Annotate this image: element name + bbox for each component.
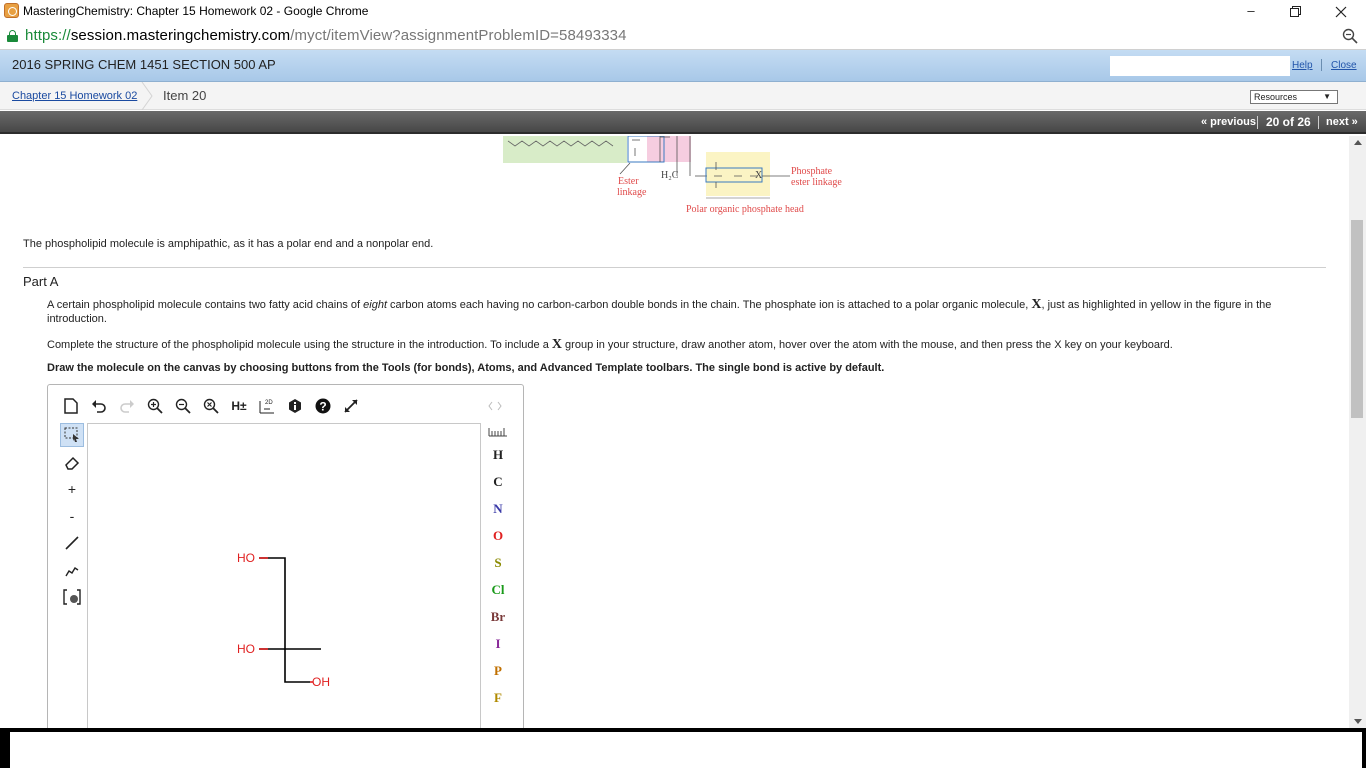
atom-button-p[interactable]: P [494,663,502,678]
polar-head-label: Polar organic phosphate head [686,204,804,215]
help-link[interactable]: Help [1292,60,1313,71]
structure-editor [47,384,524,728]
charge-minus-tool[interactable]: - [69,508,75,524]
scroll-down-icon[interactable] [1354,719,1362,724]
lock-icon [7,30,18,42]
chain-icon [64,562,80,578]
selection-icon [64,427,80,443]
atom-button-o[interactable]: O [492,528,504,543]
course-header [0,50,1366,82]
help-icon [315,398,331,414]
clean-2d-label: 2D [265,400,273,406]
zoom-reset-icon [203,398,219,414]
minimize-button[interactable]: – [1247,3,1255,18]
info-button[interactable] [284,395,306,417]
next-link[interactable]: next » [1326,116,1358,128]
dropdown-arrow-icon: ▼ [1323,92,1331,101]
item-navbar [0,111,1366,134]
item-counter: 20 of 26 [1266,115,1311,129]
zoom-out-icon [175,398,191,414]
scroll-up-icon[interactable] [1354,140,1362,145]
zoom-icon[interactable] [1342,28,1358,44]
atom-button-h[interactable]: H [492,447,504,462]
atom-button-c[interactable]: C [493,474,503,489]
atom-button-s[interactable]: S [494,555,502,570]
para1-text-c: , just as highlighted in yellow in the figure in the introduction. [47,299,1272,325]
eraser-icon [64,455,80,471]
phosphate-label-line2: ester linkage [791,177,842,188]
left-toolbar [58,423,86,728]
resources-label: Resources [1254,92,1298,102]
window-titlebar [0,0,1366,24]
assignment-link[interactable]: Chapter 15 Homework 02 [12,90,138,102]
para1-text-a: A certain phospholipid molecule contains two fatty acid chains of [47,299,364,311]
restore-button[interactable] [1272,0,1318,24]
para1-italic: eight [363,299,387,311]
clean-2d-button[interactable] [256,395,278,417]
url-scheme: https:// [25,27,71,44]
undo-button[interactable] [88,395,110,417]
left-right-arrows-icon [488,401,502,411]
charge-plus-tool[interactable]: + [67,481,77,497]
clean-2d-icon [258,397,276,415]
vertical-scrollbar[interactable] [1349,136,1366,728]
close-icon [1335,6,1347,18]
template-bracket-icon [63,588,81,606]
x-group-label: X [755,170,763,181]
fullscreen-button[interactable] [340,395,362,417]
drawing-canvas[interactable] [87,423,481,728]
chain-tool[interactable] [60,558,84,582]
redo-button[interactable] [116,395,138,417]
molecule-drawing [88,424,480,728]
single-bond-icon [64,535,80,551]
scrollbar-thumb[interactable] [1351,220,1363,418]
svg-text:?: ? [319,399,327,414]
question-paragraph-1 [47,298,1332,326]
template-tool[interactable] [60,585,84,609]
para1-x-symbol: X [1031,297,1042,312]
hydroxyl-label-1[interactable]: HO [237,551,255,565]
screen-bottom-panel [10,732,1362,768]
zoom-in-icon [147,398,163,414]
close-link[interactable]: Close [1331,60,1357,71]
para2-x-symbol: X [551,337,562,352]
zoom-in-button[interactable] [144,395,166,417]
url-host: session.masteringchemistry.com [70,27,291,44]
breadcrumb-chevron-icon [140,82,154,110]
periodic-table-icon [488,426,508,438]
new-document-button[interactable] [60,395,82,417]
info-hexagon-icon [287,398,303,414]
header-separator [1321,59,1322,71]
para2-text-b: group in your structure, draw another atom, hover over the atom with the mouse, and then press the X key on your keyboard. [562,339,1173,351]
restore-icon [1290,6,1301,17]
previous-link[interactable]: « previous [1201,116,1257,128]
window-title: MasteringChemistry: Chapter 15 Homework 02 - Google Chrome [23,4,369,18]
hydroxyl-label-3[interactable]: OH [312,675,330,689]
close-window-button[interactable] [1318,0,1364,24]
help-button[interactable] [312,395,334,417]
ester-label-line1: Ester [618,176,639,187]
phospholipid-figure [500,136,860,220]
instruction-paragraph: Draw the molecule on the canvas by choosing buttons from the Tools (for bonds), Atoms, and Advanced Template toolbars. The single bond is active by default. [47,362,885,374]
periodic-table-button[interactable] [488,425,508,443]
current-item: Item 20 [163,88,207,103]
selection-tool[interactable] [60,423,84,447]
part-title: Part A [23,274,59,289]
course-title: 2016 SPRING CHEM 1451 SECTION 500 AP [12,57,276,72]
single-bond-tool[interactable] [60,531,84,555]
resources-dropdown[interactable] [1250,90,1338,104]
url-text[interactable] [25,27,627,44]
nav-separator [1318,116,1319,129]
atom-button-n[interactable]: N [493,501,503,516]
expand-icon [343,398,359,414]
atom-button-i[interactable]: I [495,636,501,651]
problem-content [0,136,1349,728]
question-paragraph-2 [47,338,1332,352]
intro-text: The phospholipid molecule is amphipathic, as it has a polar end and a nonpolar end. [23,238,434,250]
atom-button-cl[interactable]: Cl [491,582,505,597]
hydroxyl-label-2[interactable]: HO [237,642,255,656]
undo-icon [91,399,107,413]
zoom-out-button[interactable] [172,395,194,417]
breadcrumb [0,82,1366,110]
mastering-logo-icon [4,3,19,18]
eraser-tool[interactable] [60,451,84,475]
url-path: /myct/itemView?assignmentProblemID=58493334 [290,27,627,44]
atom-button-f[interactable]: F [494,690,502,705]
nav-separator [1257,116,1258,129]
para2-text-a: Complete the structure of the phospholipid molecule using the structure in the introduction. To include a [47,339,552,351]
toggle-hydrogens-button[interactable]: H± [231,399,247,413]
address-bar[interactable] [0,24,1366,50]
redo-icon [119,399,135,413]
atom-button-br[interactable]: Br [490,609,506,624]
toolbar-scroll-arrows[interactable] [484,395,506,417]
phosphate-label-line1: Phosphate [791,166,833,177]
para1-text-b: carbon atoms each having no carbon-carbon double bonds in the chain. The phosphate ion is attached to a polar organic molecule, [387,299,1032,311]
h2c-label: H₂C [661,170,679,181]
username-redacted [1110,56,1290,76]
zoom-reset-button[interactable] [200,395,222,417]
section-divider [23,267,1326,268]
new-document-icon [64,398,78,414]
ester-label-line2: linkage [617,187,647,198]
